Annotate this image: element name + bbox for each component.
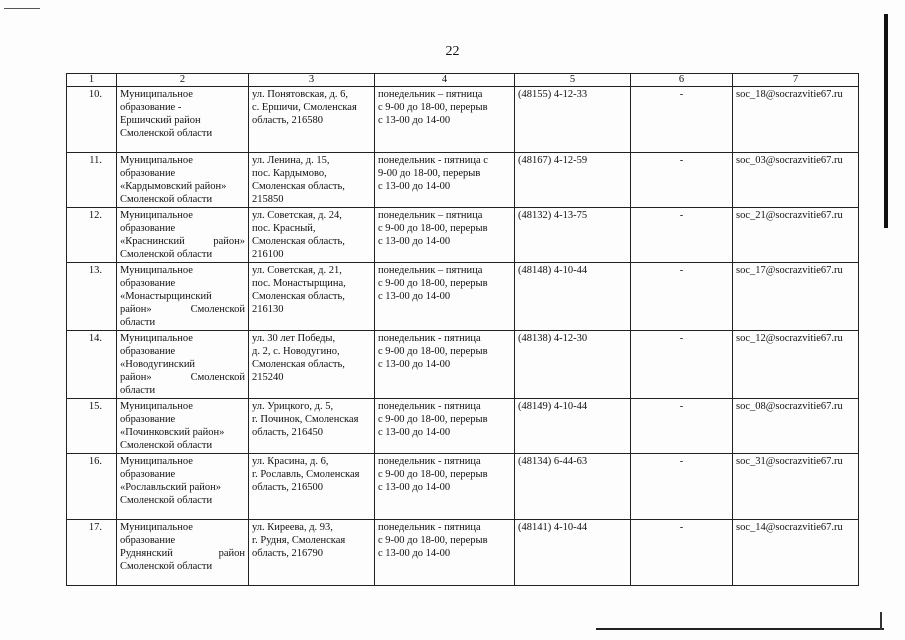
column-6-cell xyxy=(631,399,733,454)
address-line: 215240 xyxy=(252,372,284,383)
phone-number: (48155) 4-12-33 xyxy=(518,89,588,100)
address-line: Смоленская область, xyxy=(252,236,345,247)
organization-cell xyxy=(117,331,249,399)
column-6-value: - xyxy=(679,210,684,221)
email-cell xyxy=(733,520,859,586)
column-6-value: - xyxy=(679,265,684,276)
organization-cell xyxy=(117,399,249,454)
address-line: 216130 xyxy=(252,304,284,315)
working-hours-line: понедельник - пятница с xyxy=(378,155,488,166)
social-services-table xyxy=(66,73,859,586)
working-hours-line: с 13-00 до 14-00 xyxy=(378,291,451,302)
working-hours-cell xyxy=(375,520,515,586)
email-address: soc_18@socrazvitie67.ru xyxy=(736,89,843,100)
working-hours-line: с 13-00 до 14-00 xyxy=(378,115,451,126)
column-header: 3 xyxy=(249,74,375,87)
organization-line: Муниципальное xyxy=(120,456,193,467)
working-hours-line: с 9-00 до 18-00, перерыв xyxy=(378,469,488,480)
organization-line: «Краснинский район» xyxy=(120,236,245,247)
email-address: soc_21@socrazvitie67.ru xyxy=(736,210,843,221)
address-line: д. 2, с. Новодугино, xyxy=(252,346,340,357)
organization-line: «Монастырщинский xyxy=(120,291,212,302)
column-6-value: - xyxy=(679,401,684,412)
row-number-cell xyxy=(67,153,117,208)
column-header: 2 xyxy=(117,74,249,87)
organization-line: Муниципальное xyxy=(120,333,193,344)
row-number-cell xyxy=(67,454,117,520)
address-line: 215850 xyxy=(252,194,284,205)
column-header: 1 xyxy=(67,74,117,87)
organization-line: образование xyxy=(120,223,176,234)
organization-line: Муниципальное xyxy=(120,155,193,166)
working-hours-cell xyxy=(375,399,515,454)
address-line: пос. Красный, xyxy=(252,223,316,234)
address-line: ул. Ленина, д. 15, xyxy=(252,155,330,166)
organization-line: Муниципальное xyxy=(120,401,193,412)
column-header: 6 xyxy=(631,74,733,87)
address-line: с. Ершичи, Смоленская xyxy=(252,102,357,113)
organization-line: район» Смоленской xyxy=(120,304,245,315)
organization-cell xyxy=(117,87,249,153)
phone-cell xyxy=(515,263,631,331)
row-number-cell xyxy=(67,399,117,454)
address-line: ул. Красина, д. 6, xyxy=(252,456,329,467)
email-cell xyxy=(733,153,859,208)
row-number: 17. xyxy=(88,522,102,533)
organization-cell xyxy=(117,520,249,586)
phone-cell xyxy=(515,87,631,153)
column-6-cell xyxy=(631,454,733,520)
organization-line: области xyxy=(120,385,156,396)
working-hours-line: с 9-00 до 18-00, перерыв xyxy=(378,223,488,234)
row-number: 15. xyxy=(88,401,102,412)
row-number-cell xyxy=(67,331,117,399)
address-line: Смоленская область, xyxy=(252,291,345,302)
organization-line: Смоленской области xyxy=(120,561,213,572)
working-hours-cell xyxy=(375,263,515,331)
organization-line: Муниципальное xyxy=(120,89,193,100)
address-cell xyxy=(249,263,375,331)
table-row xyxy=(67,263,859,331)
column-header: 4 xyxy=(375,74,515,87)
address-line: ул. Киреева, д. 93, xyxy=(252,522,333,533)
column-header: 7 xyxy=(733,74,859,87)
organization-line: образование - xyxy=(120,102,182,113)
scan-artifact-bottom-line xyxy=(596,628,884,630)
address-line: ул. 30 лет Победы, xyxy=(252,333,336,344)
row-number: 16. xyxy=(88,456,102,467)
address-line: пос. Монастырщина, xyxy=(252,278,346,289)
row-number-cell xyxy=(67,208,117,263)
organization-line: Ершичский район xyxy=(120,115,201,126)
address-line: область, 216450 xyxy=(252,427,324,438)
address-line: 216100 xyxy=(252,249,284,260)
working-hours-line: с 9-00 до 18-00, перерыв xyxy=(378,278,488,289)
row-number: 14. xyxy=(88,333,102,344)
working-hours-line: с 9-00 до 18-00, перерыв xyxy=(378,102,488,113)
email-address: soc_08@socrazvitie67.ru xyxy=(736,401,843,412)
working-hours-line: понедельник – пятница xyxy=(378,210,483,221)
phone-number: (48167) 4-12-59 xyxy=(518,155,588,166)
column-6-value: - xyxy=(679,89,684,100)
working-hours-line: понедельник - пятница xyxy=(378,456,481,467)
column-6-cell xyxy=(631,87,733,153)
address-cell xyxy=(249,153,375,208)
organization-line: Руднянский район xyxy=(120,548,245,559)
phone-number: (48141) 4-10-44 xyxy=(518,522,588,533)
working-hours-cell xyxy=(375,454,515,520)
working-hours-line: с 13-00 до 14-00 xyxy=(378,181,451,192)
table-row xyxy=(67,399,859,454)
address-line: ул. Понятовская, д. 6, xyxy=(252,89,348,100)
working-hours-cell xyxy=(375,331,515,399)
organization-line: «Рославльский район» xyxy=(120,482,222,493)
phone-cell xyxy=(515,520,631,586)
table-row xyxy=(67,208,859,263)
organization-line: образование xyxy=(120,346,176,357)
phone-number: (48148) 4-10-44 xyxy=(518,265,588,276)
working-hours-line: понедельник – пятница xyxy=(378,265,483,276)
address-cell xyxy=(249,454,375,520)
working-hours-line: с 9-00 до 18-00, перерыв xyxy=(378,346,488,357)
table-row xyxy=(67,454,859,520)
address-cell xyxy=(249,520,375,586)
column-6-cell xyxy=(631,153,733,208)
email-cell xyxy=(733,399,859,454)
organization-line: «Новодугинский xyxy=(120,359,196,370)
organization-cell xyxy=(117,454,249,520)
organization-line: Муниципальное xyxy=(120,265,193,276)
working-hours-line: с 9-00 до 18-00, перерыв xyxy=(378,414,488,425)
phone-number: (48138) 4-12-30 xyxy=(518,333,588,344)
phone-number: (48134) 6-44-63 xyxy=(518,456,588,467)
row-number: 11. xyxy=(89,155,102,166)
column-6-value: - xyxy=(679,155,684,166)
organization-line: образование xyxy=(120,168,176,179)
organization-line: образование xyxy=(120,278,176,289)
phone-cell xyxy=(515,331,631,399)
scan-artifact-top-line xyxy=(4,8,40,9)
organization-line: области xyxy=(120,317,156,328)
address-line: ул. Советская, д. 21, xyxy=(252,265,342,276)
address-cell xyxy=(249,331,375,399)
phone-cell xyxy=(515,399,631,454)
organization-line: Муниципальное xyxy=(120,210,193,221)
column-6-value: - xyxy=(679,333,684,344)
address-cell xyxy=(249,87,375,153)
table-row xyxy=(67,520,859,586)
email-cell xyxy=(733,331,859,399)
organization-cell xyxy=(117,263,249,331)
email-cell xyxy=(733,87,859,153)
column-header: 5 xyxy=(515,74,631,87)
working-hours-line: с 13-00 до 14-00 xyxy=(378,236,451,247)
working-hours-line: с 13-00 до 14-00 xyxy=(378,482,451,493)
email-cell xyxy=(733,454,859,520)
email-address: soc_03@socrazvitie67.ru xyxy=(736,155,843,166)
working-hours-line: понедельник - пятница xyxy=(378,522,481,533)
phone-cell xyxy=(515,454,631,520)
table-header-row xyxy=(67,74,859,87)
address-line: область, 216500 xyxy=(252,482,324,493)
address-line: ул. Урицкого, д. 5, xyxy=(252,401,334,412)
row-number: 12. xyxy=(88,210,102,221)
organization-line: «Кардымовский район» xyxy=(120,181,227,192)
address-line: пос. Кардымово, xyxy=(252,168,327,179)
address-line: ул. Советская, д. 24, xyxy=(252,210,342,221)
email-address: soc_12@socrazvitie67.ru xyxy=(736,333,843,344)
table-row xyxy=(67,331,859,399)
address-line: г. Починок, Смоленская xyxy=(252,414,359,425)
column-6-cell xyxy=(631,263,733,331)
organization-cell xyxy=(117,153,249,208)
email-address: soc_31@socrazvitie67.ru xyxy=(736,456,843,467)
row-number-cell xyxy=(67,87,117,153)
address-line: область, 216580 xyxy=(252,115,324,126)
column-6-cell xyxy=(631,208,733,263)
working-hours-cell xyxy=(375,87,515,153)
organization-line: «Починковский район» xyxy=(120,427,225,438)
phone-cell xyxy=(515,208,631,263)
column-6-cell xyxy=(631,331,733,399)
working-hours-cell xyxy=(375,153,515,208)
row-number: 13. xyxy=(88,265,102,276)
email-cell xyxy=(733,263,859,331)
working-hours-line: 9-00 до 18-00, перерыв xyxy=(378,168,481,179)
address-line: область, 216790 xyxy=(252,548,324,559)
working-hours-line: с 13-00 до 14-00 xyxy=(378,359,451,370)
column-6-value: - xyxy=(679,456,684,467)
organization-line: район» Смоленской xyxy=(120,372,245,383)
scan-artifact-bottom-tick xyxy=(880,612,882,630)
page-number: 22 xyxy=(445,44,460,59)
organization-line: образование xyxy=(120,414,176,425)
address-cell xyxy=(249,208,375,263)
organization-line: Смоленской области xyxy=(120,128,213,139)
organization-line: Муниципальное xyxy=(120,522,193,533)
row-number: 10. xyxy=(88,89,102,100)
working-hours-line: с 13-00 до 14-00 xyxy=(378,548,451,559)
column-6-cell xyxy=(631,520,733,586)
organization-line: Смоленской области xyxy=(120,440,213,451)
organization-line: Смоленской области xyxy=(120,249,213,260)
address-line: г. Рудня, Смоленская xyxy=(252,535,346,546)
phone-cell xyxy=(515,153,631,208)
organization-cell xyxy=(117,208,249,263)
working-hours-line: с 9-00 до 18-00, перерыв xyxy=(378,535,488,546)
phone-number: (48149) 4-10-44 xyxy=(518,401,588,412)
email-cell xyxy=(733,208,859,263)
working-hours-cell xyxy=(375,208,515,263)
address-line: Смоленская область, xyxy=(252,359,345,370)
email-address: soc_17@socrazvitie67.ru xyxy=(736,265,843,276)
working-hours-line: понедельник – пятница xyxy=(378,89,483,100)
working-hours-line: понедельник - пятница xyxy=(378,333,481,344)
column-6-value: - xyxy=(679,522,684,533)
phone-number: (48132) 4-13-75 xyxy=(518,210,588,221)
organization-line: Смоленской области xyxy=(120,495,213,506)
row-number-cell xyxy=(67,520,117,586)
table-row xyxy=(67,87,859,153)
organization-line: образование xyxy=(120,469,176,480)
organization-line: Смоленской области xyxy=(120,194,213,205)
working-hours-line: понедельник - пятница xyxy=(378,401,481,412)
row-number-cell xyxy=(67,263,117,331)
email-address: soc_14@socrazvitie67.ru xyxy=(736,522,843,533)
organization-line: образование xyxy=(120,535,176,546)
table-row xyxy=(67,153,859,208)
address-line: г. Рославль, Смоленская xyxy=(252,469,360,480)
working-hours-line: с 13-00 до 14-00 xyxy=(378,427,451,438)
address-cell xyxy=(249,399,375,454)
address-line: Смоленская область, xyxy=(252,181,345,192)
